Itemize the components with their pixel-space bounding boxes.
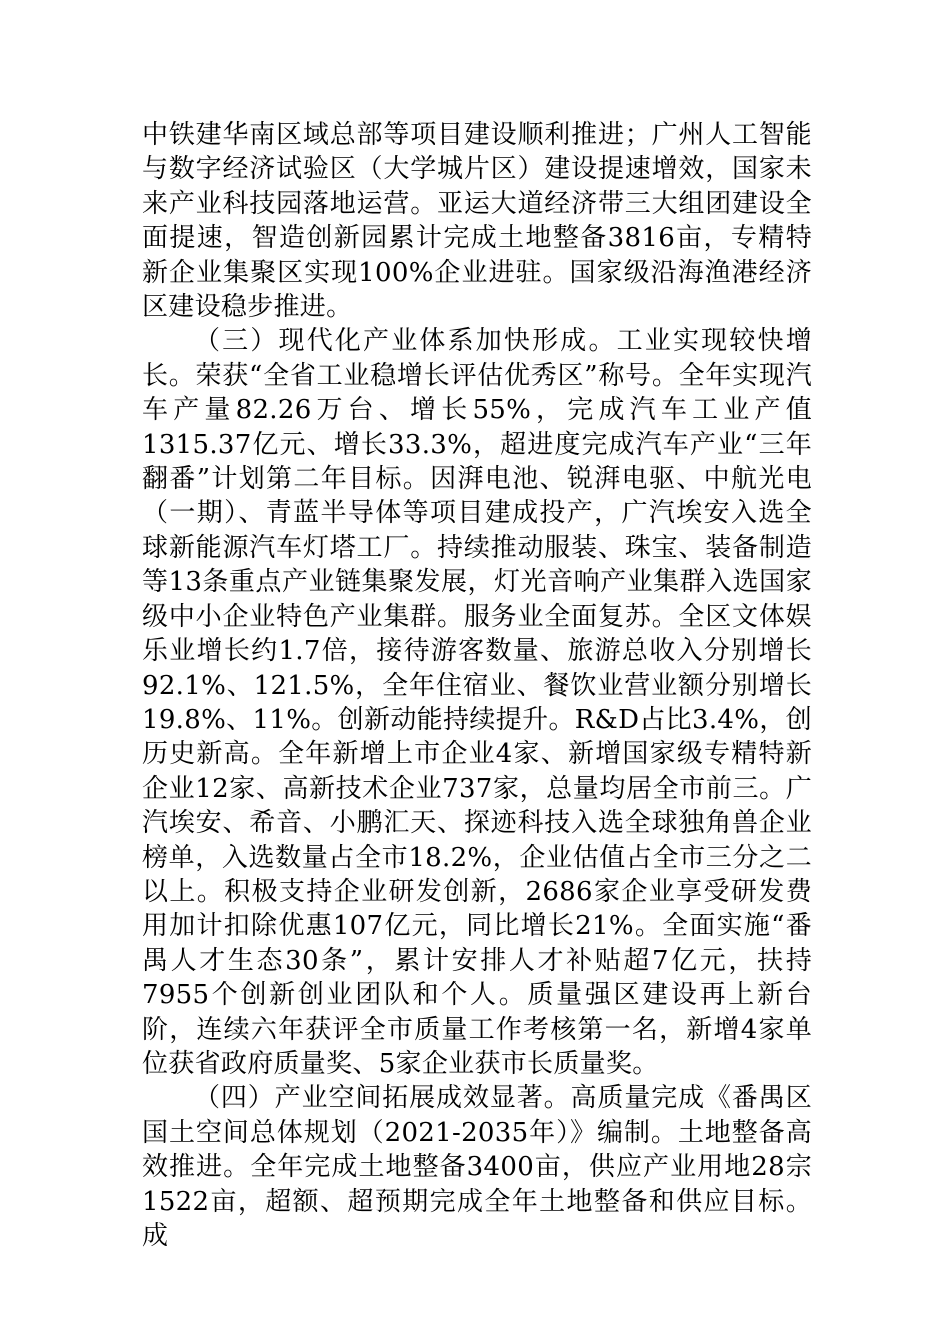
paragraph-industrial-space: （四）产业空间拓展成效显著。高质量完成《番禺区国土空间总体规划（2021-2035年）》编制。土地整备高效推进。全年完成土地整备3400亩，供应产业用地28宗1522亩，超额、超预期完成全年土地整备和供应目标。成 — [142, 1083, 812, 1251]
paragraph-continuation: 中铁建华南区域总部等项目建设顺利推进；广州人工智能与数字经济试验区（大学城片区）建设提速增效，国家未来产业科技园落地运营。亚运大道经济带三大组团建设全面提速，智造创新园累计完成土地整备3816亩，专精特新企业集聚区实现100%企业进驻。国家级沿海渔港经济区建设稳步推进。 — [142, 120, 812, 323]
document-page — [142, 118, 812, 1253]
paragraph-industrial-system: （三）现代化产业体系加快形成。工业实现较快增长。荣获“全省工业稳增长评估优秀区”称号。全年实现汽车产量82.26万台、增长55%，完成汽车工业产值1315.37亿元、增长33.3%，超进度完成汽车产业“三年翻番”计划第二年目标。因湃电池、锐湃电驱、中航光电（一期）、青蓝半导体等项目建成投产，广汽埃安入选全球新能源汽车灯塔工厂。持续推动服装、珠宝、装备制造等13条重点产业链集聚发展，灯光音响产业集群入选国家级中小企业特色产业集群。服务业全面复苏。全区文体娱乐业增长约1.7倍，接待游客数量、旅游总收入分别增长92.1%、121.5%，全年住宿业、餐饮业营业额分别增长19.8%、11%。创新动能持续提升。R&D占比3.4%，创历史新高。全年新增上市企业4家、新增国家级专精特新企业12家、高新技术企业737家，总量均居全市前三。广汽埃安、希音、小鹏汇天、探迹科技入选全球独角兽企业榜单，入选数量占全市18.2%，企业估值占全市三分之二以上。积极支持企业研发创新，2686家企业享受研发费用加计扣除优惠107亿元，同比增长21%。全面实施“番禺人才生态30条”，累计安排人才补贴超7亿元，扶持7955个创新创业团队和个人。质量强区建设再上新台阶，连续六年获评全市质量工作考核第一名，新增4家单位获省政府质量奖、5家企业获市长质量奖。 — [142, 326, 812, 1079]
